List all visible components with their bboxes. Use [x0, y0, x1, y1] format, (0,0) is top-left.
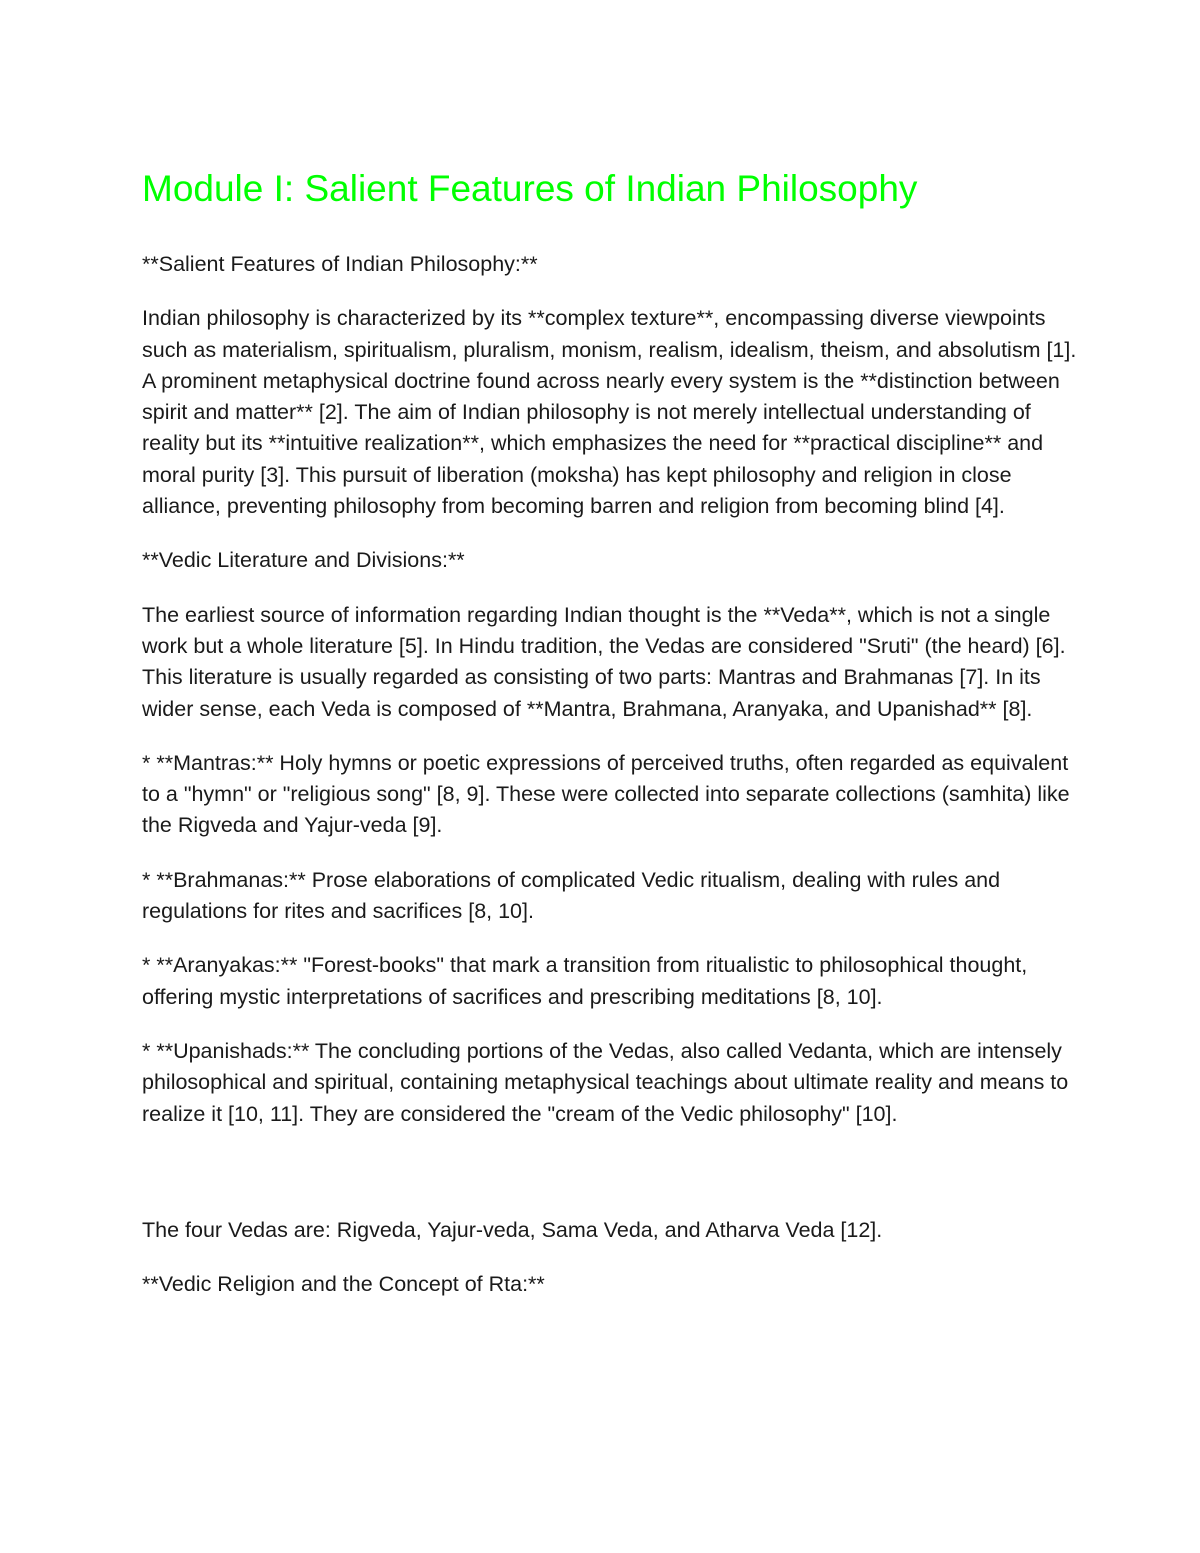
list-item-mantras: * **Mantras:** Holy hymns or poetic expressions of perceived truths, often regarded as equivalent to a "hymn" or "religious song" [8, 9]. These were collected into separate collections (samhita) like the Rigveda and Yajur-veda [9]. [142, 750, 1070, 838]
document-body [142, 164, 1077, 1323]
paragraph-four-vedas: The four Vedas are: Rigveda, Yajur-veda, Sama Veda, and Atharva Veda [12]. [142, 1217, 883, 1242]
section-heading-salient-features: **Salient Features of Indian Philosophy:** [142, 252, 538, 276]
list-item-brahmanas: * **Brahmanas:** Prose elaborations of complicated Vedic ritualism, dealing with rules and regulations for rites and sacrifices [8, 10]. [142, 867, 1001, 924]
list-item-aranyakas: * **Aranyakas:** "Forest-books" that mark a transition from ritualistic to philosophical thought, offering mystic interpretations of sacrifices and prescribing meditations [8, 10]. [142, 953, 1028, 1009]
module-title: Module I: Salient Features of Indian Philosophy [142, 168, 918, 209]
paragraph-vedic-literature: The earliest source of information regarding Indian thought is the **Veda**, which is not a single work but a whole literature [5]. In Hindu tradition, the Vedas are considered "Sruti" (the heard) [6]. This literature is usually regarded as consisting of two parts: Mantras and Brahmanas [7]. In its wider sense, each Veda is composed of **Mantra, Brahmana, Aranyaka, and Upanishad** [8]. [142, 602, 1066, 721]
section-heading-vedic-literature: **Vedic Literature and Divisions:** [142, 548, 465, 573]
paragraph-salient-features: Indian philosophy is characterized by its **complex texture**, encompassing diverse viewpoints such as materialism, spiritualism, pluralism, monism, realism, idealism, theism, and absolutism [1]. A prominent metaphysical doctrine found across nearly every system is the **distinction between spirit and matter** [2]. The aim of Indian philosophy is not merely intellectual understanding of reality but its **intuitive realization**, which emphasizes the need for **practical discipline** and moral purity [3]. This pursuit of liberation (moksha) has kept philosophy and religion in close alliance, preventing philosophy from becoming barren and religion from becoming blind [4]. [142, 306, 1077, 519]
blank-space [142, 1153, 1077, 1215]
section-heading-vedic-religion: **Vedic Religion and the Concept of Rta:** [142, 1272, 545, 1297]
list-item-upanishads: * **Upanishads:** The concluding portions of the Vedas, also called Vedanta, which are intensely philosophical and spiritual, containing metaphysical teachings about ultimate reality and means to realize it [10, 11]. They are considered the "cream of the Vedic philosophy" [10]. [142, 1038, 1069, 1126]
